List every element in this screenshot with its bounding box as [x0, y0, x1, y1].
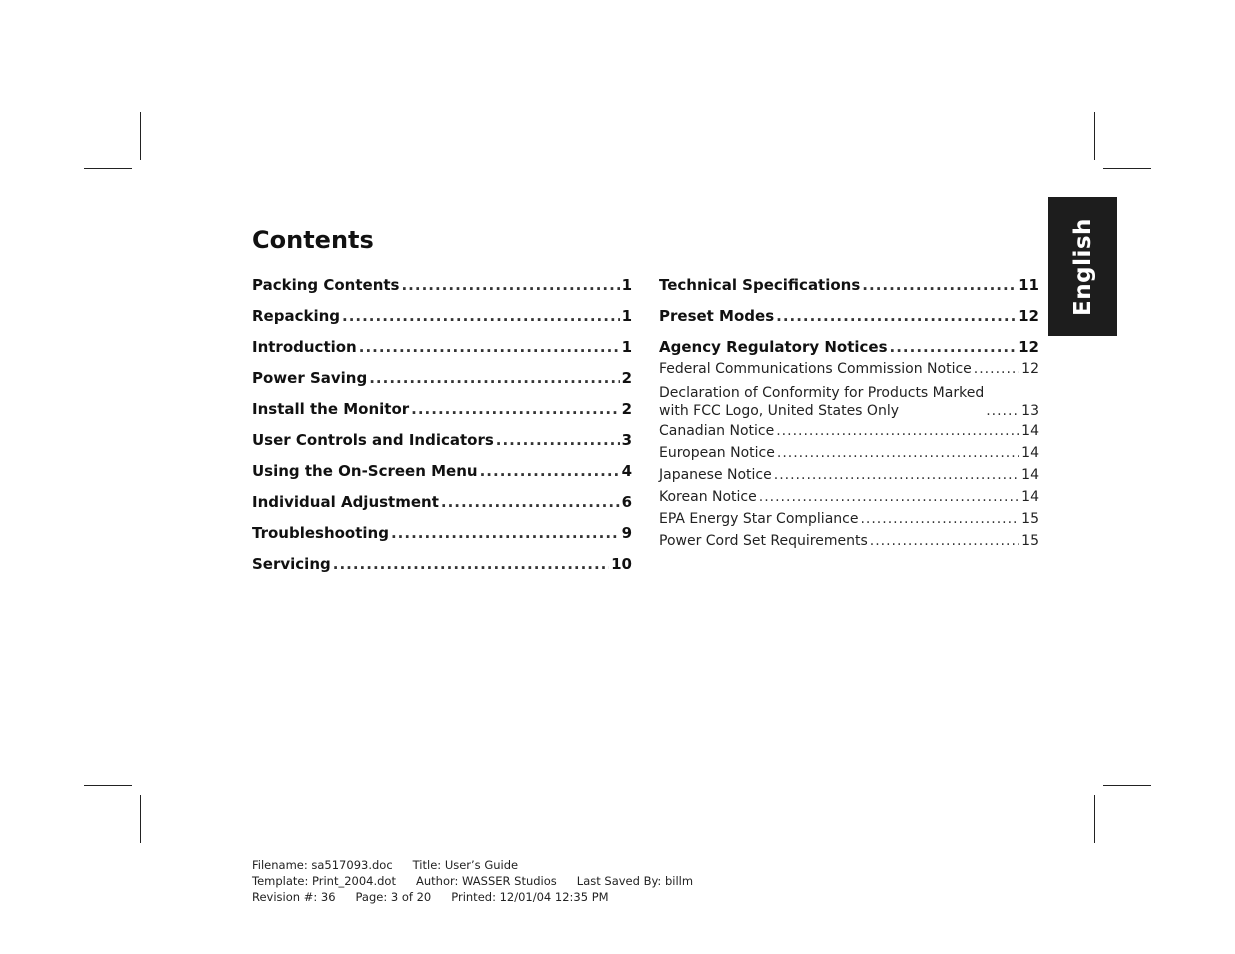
toc-entry-label: Preset Modes: [659, 307, 775, 325]
toc-entry-label: Federal Communications Commission Notice: [659, 361, 972, 377]
toc-entry-page: 14: [1021, 467, 1039, 483]
toc-entry-label: Agency Regulatory Notices: [659, 338, 888, 356]
toc-entry-packing-contents[interactable]: [252, 274, 632, 305]
footer-author: Author: WASSER Studios: [415, 874, 557, 888]
dot-leader: [441, 491, 620, 513]
language-tab-label: English: [1069, 217, 1096, 316]
toc-entry-label-line2: with FCC Logo, United States Only: [659, 403, 899, 419]
toc-entry-install-the-monitor[interactable]: [252, 398, 632, 429]
dot-leader: [496, 429, 620, 451]
toc-entry-label: Korean Notice: [659, 489, 757, 505]
toc-entry-label: Servicing: [252, 555, 331, 573]
toc-entry-page: 9: [621, 524, 632, 542]
toc-entry-label: Individual Adjustment: [252, 493, 439, 511]
toc-entry-label: Troubleshooting: [252, 524, 389, 542]
footer-title: Title: User’s Guide: [412, 858, 519, 872]
crop-mark: [140, 795, 141, 843]
dot-leader: [862, 274, 1016, 296]
toc-entry-page: 2: [621, 400, 632, 418]
dot-leader: [369, 367, 619, 389]
toc-entry-label: Install the Monitor: [252, 400, 410, 418]
toc-subentry-fcc-notice[interactable]: [659, 358, 1039, 380]
toc-entry-page: 14: [1021, 445, 1039, 461]
document-footer: [252, 857, 713, 905]
toc-entry-technical-specifications[interactable]: [659, 274, 1039, 305]
dot-leader: [860, 508, 1019, 530]
toc-entry-agency-regulatory-notices[interactable]: [659, 336, 1039, 358]
toc-entry-individual-adjustment[interactable]: [252, 491, 632, 522]
dot-leader: [359, 336, 620, 358]
toc-subentry-declaration-of-conformity[interactable]: [659, 380, 1039, 420]
dot-leader: [411, 398, 619, 420]
crop-mark: [1094, 795, 1095, 843]
footer-filename: Filename: sa517093.doc: [252, 858, 393, 872]
toc-entry-troubleshooting[interactable]: [252, 522, 632, 553]
toc-entry-page: 15: [1021, 511, 1039, 527]
toc-entry-repacking[interactable]: [252, 305, 632, 336]
toc-entry-label: Repacking: [252, 307, 341, 325]
dot-leader: [401, 274, 619, 296]
crop-mark: [84, 785, 132, 786]
toc-subentry-epa-energy-star[interactable]: [659, 508, 1039, 530]
toc-entry-page: 10: [611, 555, 632, 573]
dot-leader: [333, 553, 609, 575]
toc-entry-user-controls[interactable]: [252, 429, 632, 460]
toc-subentry-european-notice[interactable]: [659, 442, 1039, 464]
toc-entry-servicing[interactable]: [252, 553, 632, 584]
crop-mark: [1103, 785, 1151, 786]
toc-entry-on-screen-menu[interactable]: [252, 460, 632, 491]
toc-entry-page: 14: [1021, 423, 1039, 439]
toc-entry-label-line1: Declaration of Conformity for Products Marked: [659, 385, 985, 401]
toc-entry-page: 14: [1021, 489, 1039, 505]
toc-entry-page: 1: [621, 338, 632, 356]
language-tab: [1048, 197, 1117, 336]
footer-row: [252, 889, 713, 905]
dot-leader: [342, 305, 620, 327]
toc-entry-page: 12: [1018, 338, 1039, 356]
toc-entry-label: EPA Energy Star Compliance: [659, 511, 859, 527]
footer-row: [252, 873, 713, 889]
dot-leader: [890, 336, 1017, 358]
toc-entry-page: 1: [621, 307, 632, 325]
toc-entry-label: Packing Contents: [252, 276, 400, 294]
dot-leader: [774, 464, 1019, 486]
toc-subentry-canadian-notice[interactable]: [659, 420, 1039, 442]
dot-leader: [776, 305, 1016, 327]
toc-left-column: [252, 274, 632, 584]
toc-entry-page: 12: [1021, 361, 1039, 377]
toc-subentry-korean-notice[interactable]: [659, 486, 1039, 508]
crop-mark: [84, 168, 132, 169]
dot-leader: [777, 442, 1019, 464]
dot-leader: [986, 402, 1019, 420]
footer-row: [252, 857, 713, 873]
dot-leader: [480, 460, 620, 482]
toc-subentry-power-cord-set[interactable]: [659, 530, 1039, 552]
page-title: Contents: [252, 226, 374, 254]
toc-entry-label: Power Cord Set Requirements: [659, 533, 868, 549]
toc-entry-page: 1: [621, 276, 632, 294]
toc-entry-label: [659, 384, 984, 420]
toc-right-column: [659, 274, 1039, 552]
toc-entry-label: Power Saving: [252, 369, 368, 387]
toc-entry-label: Using the On-Screen Menu: [252, 462, 478, 480]
toc-entry-page: 6: [621, 493, 632, 511]
toc-entry-page: 12: [1018, 307, 1039, 325]
toc-entry-page: 11: [1018, 276, 1039, 294]
footer-page: Page: 3 of 20: [355, 890, 432, 904]
toc-entry-page: 3: [621, 431, 632, 449]
toc-subentry-japanese-notice[interactable]: [659, 464, 1039, 486]
dot-leader: [391, 522, 620, 544]
toc-entry-label: Japanese Notice: [659, 467, 772, 483]
footer-last-saved: Last Saved By: billm: [576, 874, 694, 888]
toc-entry-introduction[interactable]: [252, 336, 632, 367]
toc-entry-label: Technical Specifications: [659, 276, 861, 294]
toc-entry-label: Canadian Notice: [659, 423, 775, 439]
footer-revision: Revision #: 36: [252, 890, 336, 904]
footer-template: Template: Print_2004.dot: [252, 874, 396, 888]
toc-entry-page: 13: [1021, 403, 1039, 419]
footer-printed: Printed: 12/01/04 12:35 PM: [451, 890, 609, 904]
toc-entry-preset-modes[interactable]: [659, 305, 1039, 336]
crop-mark: [1094, 112, 1095, 160]
toc-entry-power-saving[interactable]: [252, 367, 632, 398]
dot-leader: [759, 486, 1019, 508]
toc-entry-page: 4: [621, 462, 632, 480]
crop-mark: [140, 112, 141, 160]
dot-leader: [974, 358, 1019, 380]
toc-entry-label: Introduction: [252, 338, 357, 356]
crop-mark: [1103, 168, 1151, 169]
toc-entry-label: User Controls and Indicators: [252, 431, 494, 449]
toc-entry-page: 2: [621, 369, 632, 387]
toc-entry-label: European Notice: [659, 445, 775, 461]
dot-leader: [776, 420, 1019, 442]
dot-leader: [870, 530, 1019, 552]
toc-entry-page: 15: [1021, 533, 1039, 549]
